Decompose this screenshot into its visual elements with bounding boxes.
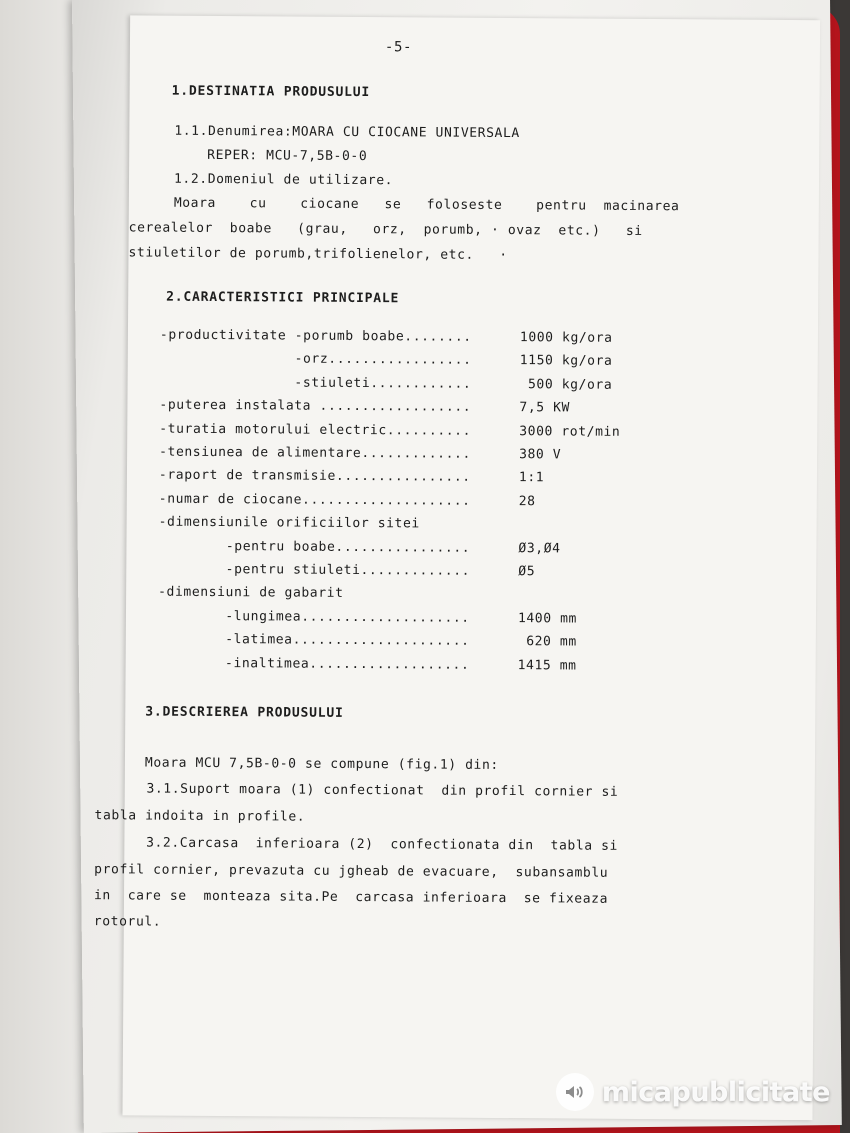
spec-value: 500 kg/ora bbox=[519, 376, 613, 393]
watermark bbox=[556, 1073, 830, 1111]
spec-label: -puterea instalata .................. bbox=[159, 397, 472, 415]
spec-label: -raport de transmisie................ bbox=[158, 467, 471, 486]
spec-label: -dimensiuni de gabarit bbox=[158, 584, 344, 602]
spec-label: -productivitate -porumb boabe........ bbox=[159, 327, 472, 345]
spec-value: 620 mm bbox=[517, 634, 577, 650]
product-name-line: 1.1.Denumirea:MOARA CU CIOCANE UNIVERSALA bbox=[174, 123, 520, 142]
spec-label: -turatia motorului electric.......... bbox=[159, 421, 472, 439]
description-line-4: 3.2.Carcasa inferioara (2) confectionata din tabla si bbox=[112, 835, 619, 854]
spec-value: Ø3,Ø4 bbox=[518, 540, 561, 557]
spec-value: 1000 kg/ora bbox=[519, 330, 613, 346]
spec-label: -numar de ciocane.................... bbox=[158, 491, 471, 509]
spec-value: 28 bbox=[518, 493, 536, 510]
spec-label: -tensiunea de alimentare............. bbox=[159, 444, 471, 462]
spec-value: 1150 kg/ora bbox=[519, 353, 613, 370]
usage-domain-line: 1.2.Domeniul de utilizare. bbox=[173, 171, 394, 189]
usage-paragraph-line-3: stiuletilor de porumb,trifolienelor, etc. · bbox=[128, 245, 508, 264]
spec-value: Ø5 bbox=[518, 564, 536, 580]
watermark-text: micapublicitate bbox=[601, 1076, 830, 1108]
spec-label: -latimea..................... bbox=[157, 631, 470, 649]
spec-value: 380 V bbox=[519, 447, 562, 463]
spec-value: 1400 mm bbox=[517, 610, 578, 627]
megaphone-icon bbox=[556, 1073, 594, 1111]
page-number: -5- bbox=[384, 39, 413, 56]
spec-label: -lungimea.................... bbox=[157, 608, 470, 626]
spec-label: -inaltimea................... bbox=[157, 655, 470, 673]
spec-value: 1:1 bbox=[518, 470, 545, 486]
section-3-title: 3.DESCRIEREA PRODUSULUI bbox=[145, 704, 344, 721]
description-line-3: tabla indoita in profile. bbox=[94, 808, 306, 825]
usage-paragraph-line-1: Moara cu ciocane se foloseste pentru macinarea bbox=[173, 195, 680, 215]
spec-value: 1415 mm bbox=[517, 657, 577, 674]
description-line-2: 3.1.Suport moara (1) confectionat din profil cornier si bbox=[112, 781, 619, 800]
spec-label: -pentru stiuleti............. bbox=[158, 561, 471, 579]
spec-value: 3000 rot/min bbox=[519, 423, 621, 440]
spec-label: -pentru boabe................ bbox=[158, 538, 471, 556]
section-2-title: 2.CARACTERISTICI PRINCIPALE bbox=[166, 289, 400, 307]
spec-label: -orz................. bbox=[159, 350, 472, 369]
description-line-6: in care se monteaza sita.Pe carcasa inferioara se fixeaza bbox=[93, 888, 609, 907]
description-line-1: Moara MCU 7,5B-0-0 se compune (fig.1) din: bbox=[144, 755, 499, 773]
document-sheet bbox=[93, 15, 820, 1120]
spec-label: -stiuleti............ bbox=[159, 374, 472, 392]
section-1-title: 1.DESTINATIA PRODUSULUI bbox=[171, 83, 371, 101]
description-line-5: profil cornier, prevazuta cu jgheab de evacuare, subansamblu bbox=[94, 862, 609, 881]
description-line-7: rotorul. bbox=[93, 914, 162, 930]
usage-paragraph-line-2: cerealelor boabe (grau, orz, porumb, · ovaz etc.) si bbox=[128, 220, 643, 239]
spec-value: 7,5 KW bbox=[519, 400, 571, 416]
reper-line: REPER: MCU-7,5B-0-0 bbox=[207, 147, 368, 165]
spec-label: -dimensiunile orificiilor sitei bbox=[158, 514, 420, 532]
document-page bbox=[72, 0, 842, 1133]
